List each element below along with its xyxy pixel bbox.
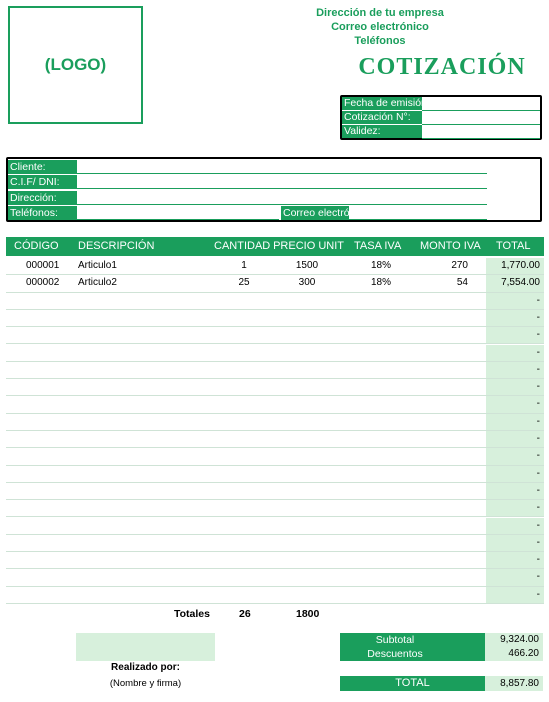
cell-description[interactable] bbox=[78, 448, 208, 464]
cell-tax-rate[interactable] bbox=[354, 310, 408, 326]
meta-label-date: Fecha de emisión bbox=[344, 97, 427, 109]
meta-row-validity bbox=[342, 125, 540, 139]
table-row bbox=[6, 327, 544, 344]
meta-row-number bbox=[342, 111, 540, 125]
cell-unit-price[interactable] bbox=[276, 414, 338, 430]
cell-unit-price[interactable] bbox=[276, 587, 338, 603]
cell-code[interactable] bbox=[26, 310, 66, 326]
cell-tax-rate[interactable] bbox=[354, 345, 408, 361]
table-row bbox=[6, 414, 544, 431]
cell-quantity[interactable] bbox=[214, 535, 274, 551]
logo-placeholder bbox=[8, 6, 143, 124]
cell-tax-rate[interactable] bbox=[354, 535, 408, 551]
client-label-id: C.I.F/ DNI: bbox=[8, 175, 77, 189]
client-row-name bbox=[8, 159, 540, 174]
cell-total: - bbox=[486, 345, 544, 361]
cell-total: - bbox=[486, 535, 544, 551]
cell-description[interactable] bbox=[78, 587, 208, 603]
cell-quantity[interactable] bbox=[214, 396, 274, 412]
cell-description[interactable] bbox=[78, 466, 208, 482]
cell-code[interactable] bbox=[26, 483, 66, 499]
cell-description[interactable] bbox=[78, 345, 208, 361]
cell-unit-price[interactable] bbox=[276, 379, 338, 395]
table-row bbox=[6, 587, 544, 604]
cell-tax-amount[interactable] bbox=[418, 552, 468, 568]
client-label-address: Dirección: bbox=[8, 191, 77, 205]
cell-tax-amount[interactable] bbox=[418, 310, 468, 326]
client-label-phones: Teléfonos: bbox=[8, 206, 77, 220]
cell-total: - bbox=[486, 483, 544, 499]
cell-description[interactable] bbox=[78, 310, 208, 326]
cell-quantity[interactable] bbox=[214, 310, 274, 326]
cell-total: 1,770.00 bbox=[486, 258, 544, 274]
cell-tax-rate[interactable] bbox=[354, 414, 408, 430]
cell-code[interactable] bbox=[26, 466, 66, 482]
cell-unit-price[interactable] bbox=[276, 500, 338, 516]
totals-label: Totales bbox=[174, 608, 210, 620]
cell-code[interactable] bbox=[26, 293, 66, 309]
table-row bbox=[6, 466, 544, 483]
cell-tax-rate[interactable] bbox=[354, 569, 408, 585]
cell-tax-rate[interactable] bbox=[354, 362, 408, 378]
cell-tax-rate[interactable] bbox=[354, 518, 408, 534]
meta-label-number: Cotización N°: bbox=[342, 111, 422, 124]
cell-tax-rate[interactable] bbox=[354, 293, 408, 309]
cell-quantity[interactable]: 1 bbox=[241, 260, 247, 271]
cell-total: - bbox=[486, 362, 544, 378]
cell-unit-price[interactable] bbox=[276, 483, 338, 499]
cell-total: - bbox=[486, 587, 544, 603]
cell-total: - bbox=[486, 396, 544, 412]
totals-unit-price: 1800 bbox=[296, 608, 320, 620]
cell-tax-amount[interactable] bbox=[418, 345, 468, 361]
cell-tax-amount[interactable] bbox=[418, 518, 468, 534]
cell-tax-rate[interactable] bbox=[354, 500, 408, 516]
cell-code[interactable] bbox=[26, 552, 66, 568]
cell-tax-rate[interactable] bbox=[354, 431, 408, 447]
cell-code[interactable] bbox=[26, 396, 66, 412]
cell-code[interactable] bbox=[26, 518, 66, 534]
cell-tax-amount[interactable] bbox=[418, 396, 468, 412]
cell-tax-amount[interactable] bbox=[418, 362, 468, 378]
cell-description[interactable] bbox=[78, 500, 208, 516]
cell-tax-amount[interactable] bbox=[418, 414, 468, 430]
col-header-unit-price: PRECIO UNIT bbox=[273, 240, 344, 252]
cell-total: - bbox=[486, 448, 544, 464]
col-header-description: DESCRIPCIÓN bbox=[78, 240, 155, 252]
cell-total: - bbox=[486, 414, 544, 430]
cell-quantity[interactable] bbox=[214, 379, 274, 395]
table-row bbox=[6, 379, 544, 396]
signature-hint: (Nombre y firma) bbox=[109, 678, 182, 689]
table-row bbox=[6, 258, 544, 275]
cell-unit-price[interactable] bbox=[276, 310, 338, 326]
table-row bbox=[6, 293, 544, 310]
meta-row-date bbox=[342, 97, 540, 111]
table-row bbox=[6, 310, 544, 327]
cell-tax-rate[interactable] bbox=[354, 448, 408, 464]
logo-text: (LOGO) bbox=[44, 55, 107, 74]
cell-total: - bbox=[486, 431, 544, 447]
cell-unit-price[interactable] bbox=[276, 518, 338, 534]
cell-code[interactable] bbox=[26, 569, 66, 585]
client-row-id bbox=[8, 174, 540, 189]
client-field-email[interactable] bbox=[349, 219, 487, 220]
cell-quantity[interactable] bbox=[214, 500, 274, 516]
client-row-address bbox=[8, 190, 540, 205]
cell-total: - bbox=[486, 569, 544, 585]
cell-code[interactable] bbox=[26, 431, 66, 447]
meta-field-validity[interactable] bbox=[422, 138, 540, 139]
cell-description[interactable] bbox=[78, 293, 208, 309]
cell-total: - bbox=[486, 293, 544, 309]
cell-tax-rate[interactable] bbox=[354, 327, 408, 343]
cell-tax-rate[interactable]: 18% bbox=[370, 260, 391, 271]
table-row bbox=[6, 535, 544, 552]
table-row bbox=[6, 396, 544, 413]
cell-code[interactable] bbox=[26, 587, 66, 603]
cell-code[interactable] bbox=[26, 414, 66, 430]
table-row bbox=[6, 500, 544, 517]
totals-row bbox=[6, 606, 544, 622]
table-row bbox=[6, 483, 544, 500]
table-row bbox=[6, 362, 544, 379]
cell-total: - bbox=[486, 327, 544, 343]
cell-description[interactable] bbox=[78, 379, 208, 395]
cell-tax-amount[interactable] bbox=[418, 379, 468, 395]
cell-description[interactable] bbox=[78, 535, 208, 551]
cell-quantity[interactable] bbox=[214, 569, 274, 585]
company-email: Correo electrónico bbox=[331, 21, 429, 33]
signature-area[interactable] bbox=[76, 633, 215, 661]
cell-total: - bbox=[486, 552, 544, 568]
summary-values bbox=[485, 633, 543, 661]
cell-tax-amount[interactable] bbox=[418, 327, 468, 343]
cell-tax-amount[interactable] bbox=[418, 431, 468, 447]
cell-description[interactable]: Articulo1 bbox=[78, 260, 117, 271]
cell-tax-rate[interactable] bbox=[354, 587, 408, 603]
document-title: COTIZACIÓN bbox=[358, 54, 526, 80]
table-row bbox=[6, 569, 544, 586]
cell-quantity[interactable] bbox=[214, 552, 274, 568]
cell-tax-amount[interactable] bbox=[418, 535, 468, 551]
cell-tax-rate[interactable] bbox=[354, 483, 408, 499]
cell-code[interactable] bbox=[26, 345, 66, 361]
cell-code[interactable] bbox=[26, 327, 66, 343]
client-field-phones[interactable] bbox=[77, 219, 279, 220]
signature-label: Realizado por: bbox=[111, 662, 180, 673]
cell-description[interactable] bbox=[78, 483, 208, 499]
cell-tax-amount[interactable] bbox=[418, 466, 468, 482]
company-info bbox=[290, 6, 470, 48]
cell-quantity[interactable] bbox=[214, 587, 274, 603]
cell-quantity[interactable] bbox=[214, 431, 274, 447]
cell-total: - bbox=[486, 500, 544, 516]
cell-tax-amount[interactable]: 54 bbox=[456, 277, 468, 289]
cell-description[interactable] bbox=[78, 396, 208, 412]
client-field-id[interactable] bbox=[77, 188, 487, 189]
cell-quantity[interactable] bbox=[214, 448, 274, 464]
cell-unit-price[interactable] bbox=[276, 362, 338, 378]
cell-code[interactable] bbox=[26, 448, 66, 464]
cell-code[interactable] bbox=[26, 362, 66, 378]
cell-tax-amount[interactable] bbox=[418, 569, 468, 585]
subtotal-value: 9,324.00 bbox=[500, 634, 539, 645]
col-header-total: TOTAL bbox=[496, 240, 531, 252]
cell-total: 7,554.00 bbox=[486, 275, 544, 291]
col-header-tax-rate: TASA IVA bbox=[354, 240, 402, 252]
cell-code[interactable] bbox=[26, 379, 66, 395]
cell-unit-price[interactable] bbox=[276, 552, 338, 568]
cell-unit-price[interactable] bbox=[276, 569, 338, 585]
cell-unit-price[interactable] bbox=[276, 345, 338, 361]
cell-tax-amount[interactable] bbox=[418, 500, 468, 516]
table-row bbox=[6, 448, 544, 465]
cell-total: - bbox=[486, 310, 544, 326]
table-row bbox=[6, 275, 544, 292]
cell-tax-rate[interactable] bbox=[354, 466, 408, 482]
cell-description[interactable] bbox=[78, 414, 208, 430]
cell-code[interactable]: 000002 bbox=[26, 277, 60, 289]
cell-description[interactable] bbox=[78, 518, 208, 534]
cell-tax-amount[interactable] bbox=[418, 483, 468, 499]
quote-meta-box bbox=[340, 95, 542, 140]
cell-description[interactable] bbox=[78, 552, 208, 568]
table-row bbox=[6, 345, 544, 362]
cell-quantity[interactable] bbox=[214, 362, 274, 378]
cell-tax-amount[interactable] bbox=[418, 448, 468, 464]
cell-quantity[interactable]: 25 bbox=[238, 277, 250, 289]
table-row bbox=[6, 518, 544, 535]
cell-quantity[interactable] bbox=[214, 518, 274, 534]
client-label-name: Cliente: bbox=[8, 160, 77, 174]
meta-label-validity: Validez: bbox=[342, 125, 422, 138]
cell-unit-price[interactable]: 1500 bbox=[295, 260, 319, 271]
cell-tax-amount[interactable] bbox=[418, 293, 468, 309]
cell-quantity[interactable] bbox=[214, 293, 274, 309]
cell-tax-amount[interactable] bbox=[418, 587, 468, 603]
cell-code[interactable] bbox=[26, 535, 66, 551]
cell-tax-rate[interactable] bbox=[354, 379, 408, 395]
cell-total: - bbox=[486, 466, 544, 482]
cell-unit-price[interactable] bbox=[276, 327, 338, 343]
cell-unit-price[interactable] bbox=[276, 448, 338, 464]
table-row bbox=[6, 552, 544, 569]
cell-code[interactable]: 000001 bbox=[26, 260, 60, 271]
cell-total: - bbox=[486, 518, 544, 534]
cell-tax-rate[interactable]: 18% bbox=[370, 277, 391, 289]
cell-tax-rate[interactable] bbox=[354, 552, 408, 568]
cell-quantity[interactable] bbox=[214, 327, 274, 343]
cell-description[interactable]: Articulo2 bbox=[78, 277, 117, 289]
cell-quantity[interactable] bbox=[214, 466, 274, 482]
cell-description[interactable] bbox=[78, 431, 208, 447]
cell-description[interactable] bbox=[78, 327, 208, 343]
cell-unit-price[interactable] bbox=[276, 293, 338, 309]
cell-unit-price[interactable] bbox=[276, 431, 338, 447]
cell-unit-price[interactable] bbox=[276, 466, 338, 482]
cell-tax-rate[interactable] bbox=[354, 396, 408, 412]
cell-unit-price[interactable] bbox=[276, 535, 338, 551]
grand-total-label: TOTAL bbox=[340, 676, 485, 691]
client-row-phones bbox=[8, 205, 540, 220]
company-address: Dirección de tu empresa bbox=[316, 7, 444, 19]
cell-code[interactable] bbox=[26, 500, 66, 516]
summary-labels bbox=[340, 633, 485, 661]
table-row bbox=[6, 431, 544, 448]
items-table-header bbox=[6, 237, 544, 256]
totals-quantity: 26 bbox=[239, 608, 251, 620]
client-label-email: Correo electrónico: bbox=[283, 207, 372, 219]
client-info-box bbox=[6, 157, 542, 222]
cell-total: - bbox=[486, 379, 544, 395]
cell-unit-price[interactable] bbox=[276, 396, 338, 412]
cell-tax-amount[interactable]: 270 bbox=[451, 260, 468, 271]
cell-quantity[interactable] bbox=[214, 483, 274, 499]
discount-value[interactable]: 466.20 bbox=[508, 648, 539, 659]
discount-label: Descuentos bbox=[367, 648, 423, 660]
subtotal-label: Subtotal bbox=[375, 634, 415, 646]
cell-description[interactable] bbox=[78, 362, 208, 378]
cell-description[interactable] bbox=[78, 569, 208, 585]
cell-unit-price[interactable]: 300 bbox=[298, 277, 316, 289]
col-header-code: CÓDIGO bbox=[14, 240, 59, 252]
company-phones: Teléfonos bbox=[354, 35, 406, 47]
grand-total-value: 8,857.80 bbox=[485, 676, 543, 691]
col-header-quantity: CANTIDAD bbox=[214, 240, 271, 252]
col-header-tax-amount: MONTO IVA bbox=[420, 240, 481, 252]
cell-quantity[interactable] bbox=[214, 414, 274, 430]
cell-quantity[interactable] bbox=[214, 345, 274, 361]
